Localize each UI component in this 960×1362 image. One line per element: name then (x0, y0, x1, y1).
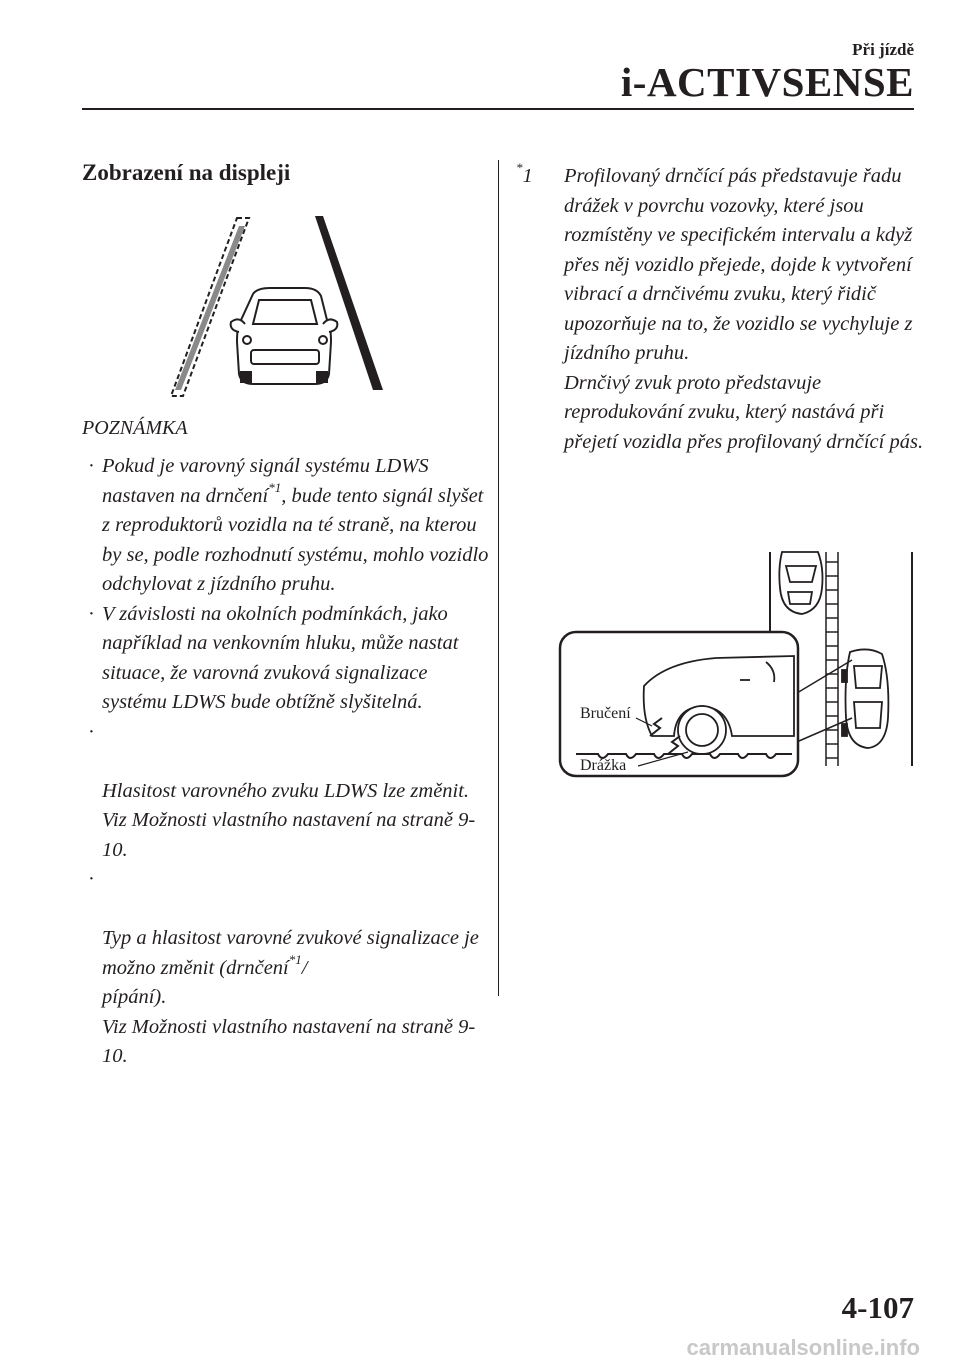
footnote-ref: *1 (268, 479, 282, 495)
note-item-text: Hlasitost varovného zvuku LDWS lze změnit. Viz Možnosti vlastního nastavení na straně 9-10. (102, 779, 476, 861)
footnote-text: Profilovaný drnčící pás představuje řadu drážek v povrchu vozovky, které jsou rozmístěny ve specifickém intervalu a když přes něj vozidlo přejede, dojde k vytvoření vibrací a drnčivému zvuku, který řidič upozorňuje na to, že vozidlo se vychyluje z jízdního pruhu. Drnčivý zvuk proto představuje reprodukování zvuku, který nastává při přejetí vozidla přes profilovaný drnčící pás. (564, 165, 924, 453)
footnote-ref: *1 (288, 951, 302, 967)
note-item (82, 865, 492, 1072)
watermark: carmanualsonline.info (686, 1335, 920, 1360)
note-item-text: Typ a hlasitost varovné zvukové signalizace je možno změnit (drnčení (102, 927, 479, 979)
note-list (82, 452, 492, 1072)
bullet-dot: · (88, 720, 95, 743)
note-item-text-cont: , bude tento signál slyšet z reproduktorů vozidla na té straně, na kterou by se, podle rozhodnutí systému, mohlo vozidlo odchylovat z jízdního pruhu. (102, 484, 489, 595)
bullet-dot: · (88, 868, 95, 890)
bullet-dot: · (88, 455, 95, 477)
label-groove: Drážka (580, 757, 627, 774)
column-divider (498, 160, 499, 996)
rumble-strip-illustration (556, 548, 920, 784)
section-title: Zobrazení na displeji (82, 160, 291, 185)
note-item-text: Pokud je varovný signál systému LDWS nastaven na drnčení (102, 455, 429, 507)
note-item (82, 452, 492, 600)
note-heading: POZNÁMKA (82, 417, 188, 439)
note-item-text-cont: / pípání). Viz Možnosti vlastního nastavení na straně 9-10. (102, 956, 476, 1067)
footnote-marker: *1 (516, 160, 533, 187)
header-section-label: Při jízdě (852, 40, 914, 59)
note-item (82, 718, 492, 866)
note-item (82, 600, 492, 718)
note-item-text: V závislosti na okolních podmínkách, jako například na venkovním hluku, může nastat situace, že varovná zvuková signalizace systému LDWS bude obtížně slyšitelná. (102, 602, 459, 713)
page-number: 4-107 (841, 1290, 914, 1325)
label-rumble: Bručení (580, 705, 631, 722)
footnote (516, 162, 926, 457)
header-chapter-title: i-ACTIVSENSE (620, 59, 914, 105)
lane-display-illustration (165, 212, 395, 398)
bullet-dot: · (88, 602, 95, 625)
header-rule (82, 108, 914, 110)
